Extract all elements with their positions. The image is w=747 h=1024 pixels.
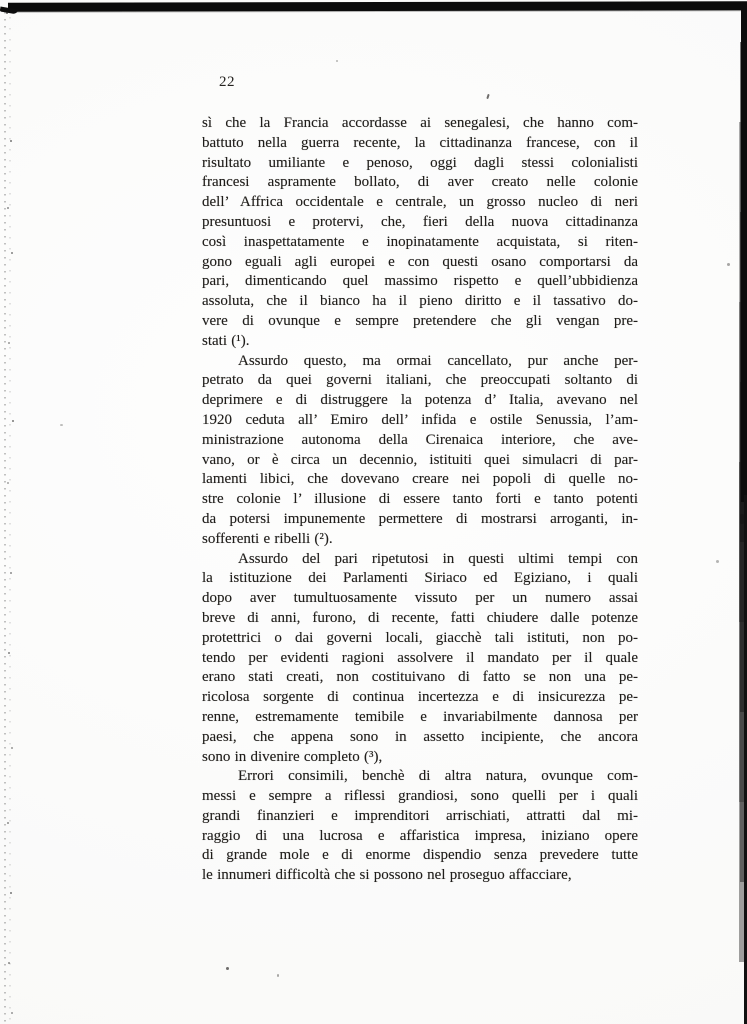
text-line: gono eguali agli europei e con questi osano comportarsi da — [202, 253, 638, 270]
text-line: 1920 ceduta all’ Emiro dell’ infida e ostile Senussia, l’am- — [202, 411, 638, 428]
text-line: le innumeri difficoltà che si possono nel proseguo affacciare, — [202, 867, 572, 884]
text-line: protettrici o dai governi locali, giacchè tali istituti, non po- — [202, 629, 638, 646]
text-line: lamenti libici, che dovevano creare nei popoli di quelle no- — [202, 471, 638, 488]
scan-speck — [60, 424, 63, 426]
text-line: pari, dimenticando quel massimo rispetto e quell’ubbidienza — [202, 273, 638, 290]
scan-speck — [716, 560, 719, 563]
text-line: sono in divenire completo (³), — [202, 748, 383, 765]
text-line: di grande mole e di enorme dispendio senza prevedere tutte — [202, 847, 638, 864]
text-line: battuto nella guerra recente, la cittadinanza francese, con il — [202, 134, 638, 151]
text-line: paesi, che appena sono in assetto incipiente, che ancora — [202, 728, 638, 745]
scan-speck — [727, 263, 730, 266]
text-line: stre colonie l’ illusione di essere tanto forti e tanto potenti — [202, 491, 638, 508]
text-line: deprimere e di distruggere la potenza d’ Italia, avevano nel — [202, 392, 638, 409]
text-line: tendo per evidenti ragioni assolvere il mandato per il quale — [202, 649, 638, 666]
text-line: così inaspettatamente e inopinatamente acquistata, si riten- — [202, 233, 638, 250]
paragraph — [202, 114, 638, 352]
text-line: stati (¹). — [202, 332, 250, 349]
paragraph — [202, 352, 638, 550]
scan-speck — [277, 974, 279, 977]
text-line: da potersi impunemente permettere di mostrarsi arroganti, in- — [202, 510, 638, 527]
text-line: vano, or è circa un decennio, istituiti quei simulacri di par- — [202, 451, 638, 468]
text-line: sì che la Francia accordasse ai senegalesi, che hanno com- — [202, 115, 638, 131]
text-line: grandi finanzieri e imprenditori arrischiati, attratti dal mi- — [202, 807, 638, 824]
text-line: dell’ Affrica occidentale e centrale, un grosso nucleo di neri — [202, 194, 638, 211]
paragraph — [202, 550, 638, 768]
text-line: francesi aspramente bollato, di aver creato nelle colonie — [202, 174, 638, 191]
text-line: ricolosa sorgente di continua incertezza e di insicurezza pe- — [202, 689, 638, 706]
scan-edge-right-bar-upper — [741, 2, 747, 502]
text-line: dopo aver tumultuosamente vissuto per un numero assai — [202, 590, 638, 607]
text-line: Assurdo questo, ma ormai cancellato, pur anche per- — [238, 352, 638, 369]
scan-speck — [226, 967, 229, 970]
text-line: vere di ovunque e sempre pretendere che gli vengan pre- — [202, 312, 638, 329]
text-line: petrato da quei governi italiani, che preoccupati soltanto di — [202, 372, 638, 389]
text-line: assoluta, che il bianco ha il pieno diritto e il tassativo do- — [202, 293, 638, 310]
scan-left-noise-column — [4, 12, 15, 1024]
text-line: Errori consimili, benchè di altra natura, ovunque com- — [238, 768, 638, 785]
text-line: erano stati creati, non costituivano di fatto se non una pe- — [202, 669, 638, 686]
text-line: renne, estremamente temibile e invariabilmente dannosa per — [202, 708, 638, 725]
text-line: ministrazione autonoma della Cirenaica interiore, che ave- — [202, 431, 638, 448]
paragraph — [202, 767, 638, 886]
text-line: risultato umiliante e penoso, oggi dagli stessi colonialisti — [202, 154, 638, 171]
text-block — [202, 114, 638, 886]
text-line: messi e sempre a riflessi grandiosi, sono quelli per i quali — [202, 788, 638, 805]
text-line: la istituzione dei Parlamenti Siriaco ed Egiziano, i quali — [202, 570, 638, 587]
text-line: Assurdo del pari ripetutosi in questi ultimi tempi con — [238, 550, 638, 567]
text-line: sofferenti e ribelli (²). — [202, 530, 333, 547]
scan-edge-right-notch — [740, 514, 744, 524]
text-line: breve di anni, furono, di recente, fatti chiudere dalle potenze — [202, 609, 638, 626]
scan-edge-right-bar-lower — [744, 495, 747, 1024]
page-number: 22 — [219, 74, 235, 90]
scan-speck — [336, 60, 338, 62]
scan-edge-top-bar — [8, 1, 747, 12]
text-line: raggio di una lucrosa e affaristica impresa, iniziano opere — [202, 827, 638, 844]
text-line: presuntuosi e protervi, che, fieri della nuova cittadinanza — [202, 213, 638, 230]
scan-speck — [486, 94, 489, 99]
